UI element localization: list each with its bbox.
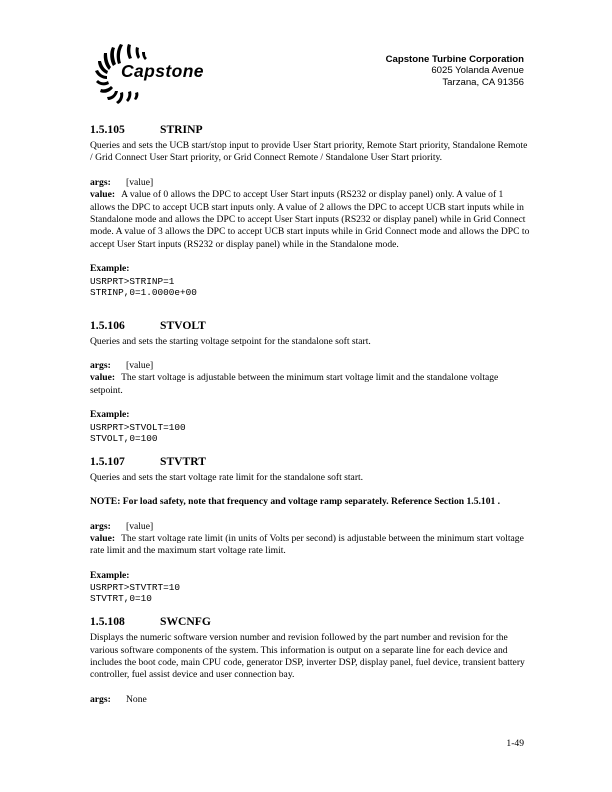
args-label: args:: [90, 693, 111, 705]
args-label: args:: [90, 360, 111, 372]
section-number: 1.5.106: [90, 318, 125, 332]
page-number: 1-49: [506, 738, 524, 749]
section-title: STVTRT: [160, 454, 206, 468]
section-heading: [90, 616, 530, 632]
example-line: STVOLT,0=100: [90, 432, 158, 444]
section-heading: [90, 456, 530, 472]
args-value: None: [126, 693, 147, 705]
section-description: Queries and sets the start voltage rate limit for the standalone soft start.: [90, 471, 364, 483]
example-label: Example:: [90, 263, 130, 275]
value-label: value:: [90, 189, 116, 201]
section-heading: [90, 320, 530, 336]
safety-note: NOTE: For load safety, note that frequency and voltage ramp separately. Reference Section 1.5.101 .: [90, 496, 501, 508]
example-line: STVTRT,0=10: [90, 593, 152, 605]
capstone-logo: [90, 38, 218, 110]
section-title: SWCNFG: [160, 615, 211, 629]
args-line: [90, 360, 530, 372]
value-label: value:: [90, 532, 116, 544]
args-line: [90, 521, 530, 533]
section-title: STRINP: [160, 123, 203, 136]
company-address-block: [386, 54, 524, 88]
section-title: STVOLT: [160, 318, 206, 332]
args-line: [90, 177, 530, 189]
args-value: [value]: [126, 520, 154, 532]
section-stvolt: [90, 320, 530, 444]
section-description: Queries and sets the UCB start/stop input to provide User Start priority, Remote Start priority, Standalone Remote / Grid Connect User Start priority, or Grid Connect Remote / Standalone User Start priority.: [90, 140, 528, 164]
value-text: A value of 0 allows the DPC to accept User Start inputs (RS232 or display panel) only. A value of 1 allows the DPC to accept UCB start inputs only. A value of 2 allows the DPC to accept UCB start inputs while in Standalone mode and allows the DPC to accept User Start inputs (RS232 or display panel) while in Grid Connect mode. A value of 3 allows the DPC to accept UCB start inputs while in Grid Connect mode and allows the DPC to accept User Start inputs (RS232 or display panel) while in the Standalone mode.: [90, 189, 530, 250]
section-description: Queries and sets the starting voltage setpoint for the standalone soft start.: [90, 335, 371, 347]
args-value: [value]: [126, 176, 154, 188]
document-body: [90, 124, 530, 706]
example-line: STRINP,0=1.0000e+00: [90, 286, 197, 298]
section-number: 1.5.107: [90, 454, 125, 468]
args-label: args:: [90, 520, 111, 532]
section-number: 1.5.108: [90, 615, 125, 629]
address-line-2: Tarzana, CA 91356: [442, 76, 524, 88]
logo-wordmark: Capstone: [121, 61, 204, 81]
section-description: Displays the numeric software version number and revision followed by the part number and revision for the various software components of the system. This information is output on a separate line for each device and includes the boot code, main CPU code, generator DSP, inverter DSP, display panel, fuel device, transient battery controller, fuel assist device and user connection bay.: [90, 632, 525, 681]
address-line-1: 6025 Yolanda Avenue: [431, 65, 524, 77]
example-label: Example:: [90, 409, 130, 421]
example-label: Example:: [90, 569, 130, 581]
args-value: [value]: [126, 360, 154, 372]
section-number: 1.5.105: [90, 123, 125, 136]
args-line: [90, 694, 530, 706]
section-swcnfg: [90, 616, 530, 706]
section-heading: [90, 124, 530, 140]
value-text: The start voltage rate limit (in units of Volts per second) is adjustable between the minimum start voltage rate limit and the maximum start voltage rate limit.: [90, 532, 524, 557]
example-line: USRPRT>STRINP=1: [90, 275, 175, 287]
value-line: [90, 189, 530, 251]
company-name: Capstone Turbine Corporation: [385, 54, 524, 65]
value-text: The start voltage is adjustable between the minimum start voltage limit and the standalone voltage setpoint.: [90, 372, 499, 396]
example-line: USRPRT>STVOLT=100: [90, 421, 186, 433]
section-stvtrt: [90, 456, 530, 604]
example-line: USRPRT>STVTRT=10: [90, 582, 181, 594]
section-strinp: [90, 124, 530, 298]
value-label: value:: [90, 372, 116, 384]
value-line: [90, 372, 530, 397]
args-label: args:: [90, 176, 111, 188]
value-line: [90, 533, 530, 558]
